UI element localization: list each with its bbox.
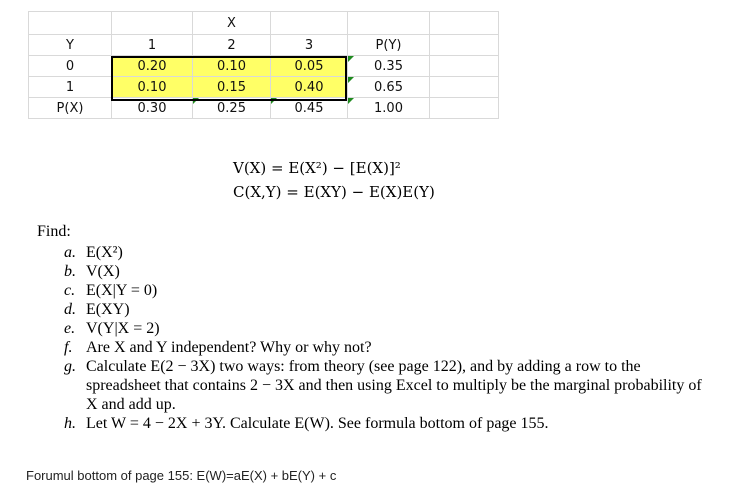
table-cell[interactable]: 0.40 [271, 77, 348, 98]
item-text: Calculate E(2 − 3X) two ways: from theory (see page 122), and by adding a row to the spreadsheet that contains 2 − 3X and then using Excel to multiply be the marginal probability of X and add up. [86, 358, 702, 413]
covariance-formula: C(X,Y) = E(XY) − E(X)E(Y) [233, 183, 435, 201]
item-text: V(Y|X = 2) [86, 320, 160, 337]
table-row [29, 98, 499, 119]
variance-formula: V(X) = E(X²) − [E(X)]² [233, 159, 401, 177]
table-cell[interactable]: 0.45 [271, 98, 348, 119]
find-list [64, 243, 704, 433]
table-cell[interactable] [112, 12, 193, 35]
item-text: Are X and Y independent? Why or why not? [86, 339, 372, 356]
list-item [64, 243, 704, 262]
list-item [64, 281, 704, 300]
table-cell[interactable]: 0.20 [112, 56, 193, 77]
table-cell[interactable]: 2 [193, 35, 271, 56]
table-cell[interactable]: P(X) [29, 98, 112, 119]
item-letter: g. [64, 358, 76, 375]
item-letter: f. [64, 339, 73, 356]
list-item [64, 414, 704, 433]
probability-table [28, 11, 499, 119]
table-cell[interactable]: 3 [271, 35, 348, 56]
table-cell[interactable]: 0.10 [193, 56, 271, 77]
table-cell[interactable] [29, 12, 112, 35]
item-letter: b. [64, 263, 76, 280]
table-row [29, 35, 499, 56]
table-cell[interactable] [348, 12, 430, 35]
item-text: E(XY) [86, 301, 130, 318]
item-letter: c. [64, 282, 76, 299]
table-cell[interactable]: 1.00 [348, 98, 430, 119]
table-cell[interactable]: P(Y) [348, 35, 430, 56]
item-text: V(X) [86, 263, 120, 280]
find-heading: Find: [37, 223, 71, 240]
table-cell[interactable]: 0.30 [112, 98, 193, 119]
table-cell[interactable]: 0.10 [112, 77, 193, 98]
item-text: E(X²) [86, 244, 123, 261]
item-letter: h. [64, 415, 76, 432]
table-cell[interactable]: X [193, 12, 271, 35]
table-cell[interactable]: 1 [112, 35, 193, 56]
list-item [64, 262, 704, 281]
table-cell[interactable]: 0 [29, 56, 112, 77]
item-letter: d. [64, 301, 76, 318]
table-cell[interactable]: Y [29, 35, 112, 56]
table-cell[interactable] [430, 98, 499, 119]
list-item [64, 357, 704, 414]
table-cell[interactable]: 0.05 [271, 56, 348, 77]
item-letter: e. [64, 320, 76, 337]
table-cell[interactable]: 0.65 [348, 77, 430, 98]
table-cell[interactable] [271, 12, 348, 35]
list-item [64, 319, 704, 338]
item-text: Let W = 4 − 2X + 3Y. Calculate E(W). See formula bottom of page 155. [86, 415, 549, 432]
table-cell[interactable]: 0.35 [348, 56, 430, 77]
table-cell[interactable] [430, 56, 499, 77]
table-cell[interactable] [430, 35, 499, 56]
table-row [29, 12, 499, 35]
item-letter: a. [64, 244, 76, 261]
list-item [64, 338, 704, 357]
table-cell[interactable] [430, 12, 499, 35]
item-text: E(X|Y = 0) [86, 282, 158, 299]
table-cell[interactable]: 0.25 [193, 98, 271, 119]
list-item [64, 300, 704, 319]
table-cell[interactable] [430, 77, 499, 98]
footnote: Forumul bottom of page 155: E(W)=aE(X) + bE(Y) + c [26, 468, 337, 483]
table-cell[interactable]: 0.15 [193, 77, 271, 98]
table-row [29, 56, 499, 77]
table-cell[interactable]: 1 [29, 77, 112, 98]
table-row [29, 77, 499, 98]
